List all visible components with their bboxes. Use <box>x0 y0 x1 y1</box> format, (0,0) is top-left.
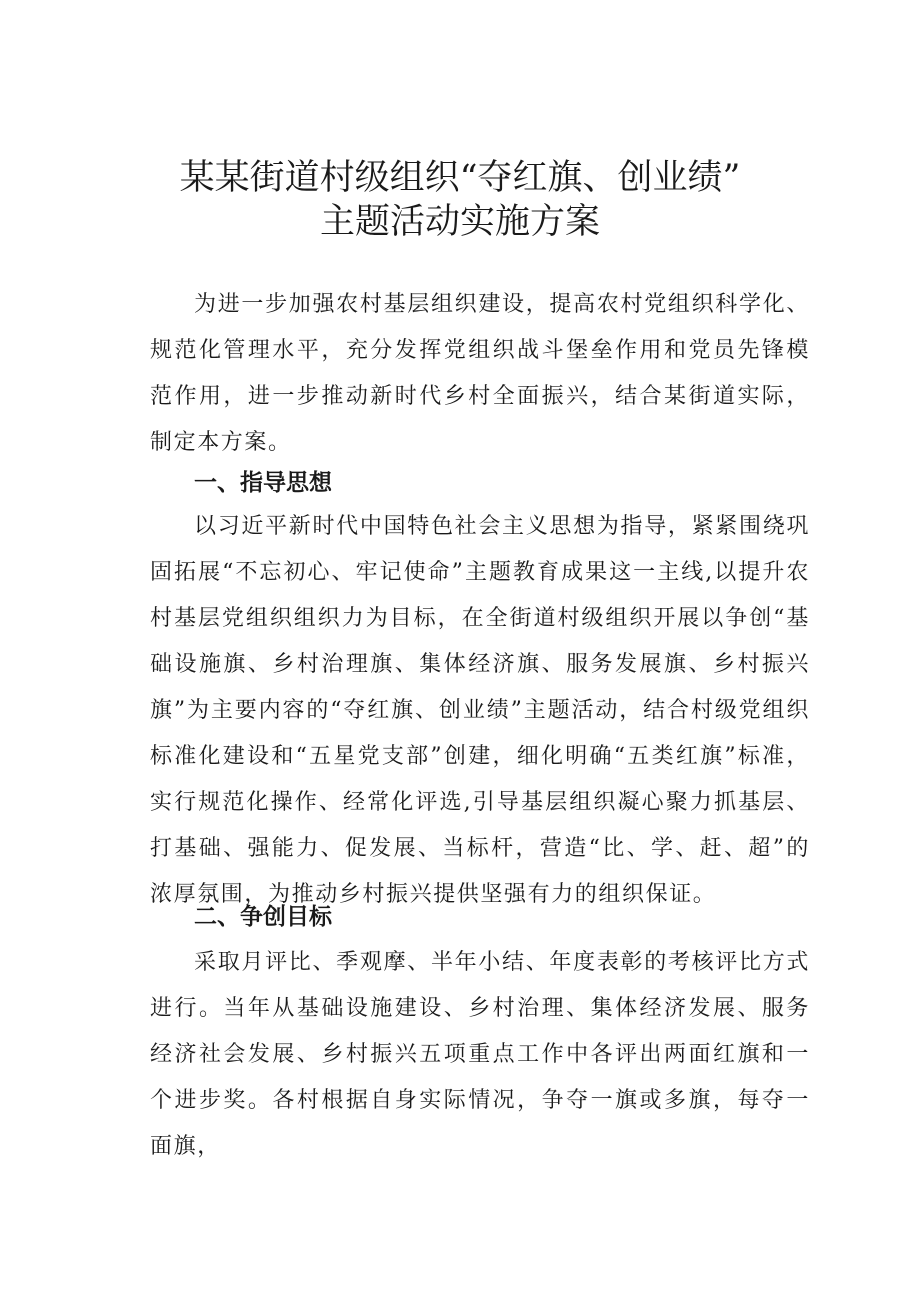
document-title-line-1: 某某街道村级组织“夺红旗、创业绩” <box>179 158 741 198</box>
intro-paragraph: 为进一步加强农村基层组织建设，提高农村党组织科学化、规范化管理水平，充分发挥党组织战斗堡垒作用和党员先锋模范作用，进一步推动新时代乡村全面振兴，结合某街道实际，制定本方案。 <box>150 292 810 455</box>
document-title-line-2: 主题活动实施方案 <box>319 202 600 242</box>
section-heading-guiding-ideology: 一、指导思想 <box>194 470 332 496</box>
section-body-goals: 采取月评比、季观摩、半年小结、年度表彰的考核评比方式进行。当年从基础设施建设、乡村治理、集体经济发展、服务经济社会发展、乡村振兴五项重点工作中各评出两面红旗和一个进步奖。各村根据自身实际情况，争夺一旗或多旗，每夺一面旗， <box>150 950 810 1159</box>
section-body-guiding-ideology: 以习近平新时代中国特色社会主义思想为指导，紧紧围绕巩固拓展“不忘初心、牢记使命”主题教育成果这一主线,以提升农村基层党组织组织力为目标，在全街道村级组织开展以争创“基础设施旗、乡村治理旗、集体经济旗、服务发展旗、乡村振兴旗”为主要内容的“夺红旗、创业绩”主题活动，结合村级党组织标准化建设和“五星党支部”创建，细化明确“五类红旗”标准，实行规范化操作、经常化评选,引导基层组织凝心聚力抓基层、打基础、强能力、促发展、当标杆，营造“比、学、赶、超”的浓厚氛围，为推动乡村振兴提供坚强有力的组织保证。 <box>150 514 810 907</box>
section-heading-goals: 二、争创目标 <box>194 904 332 930</box>
